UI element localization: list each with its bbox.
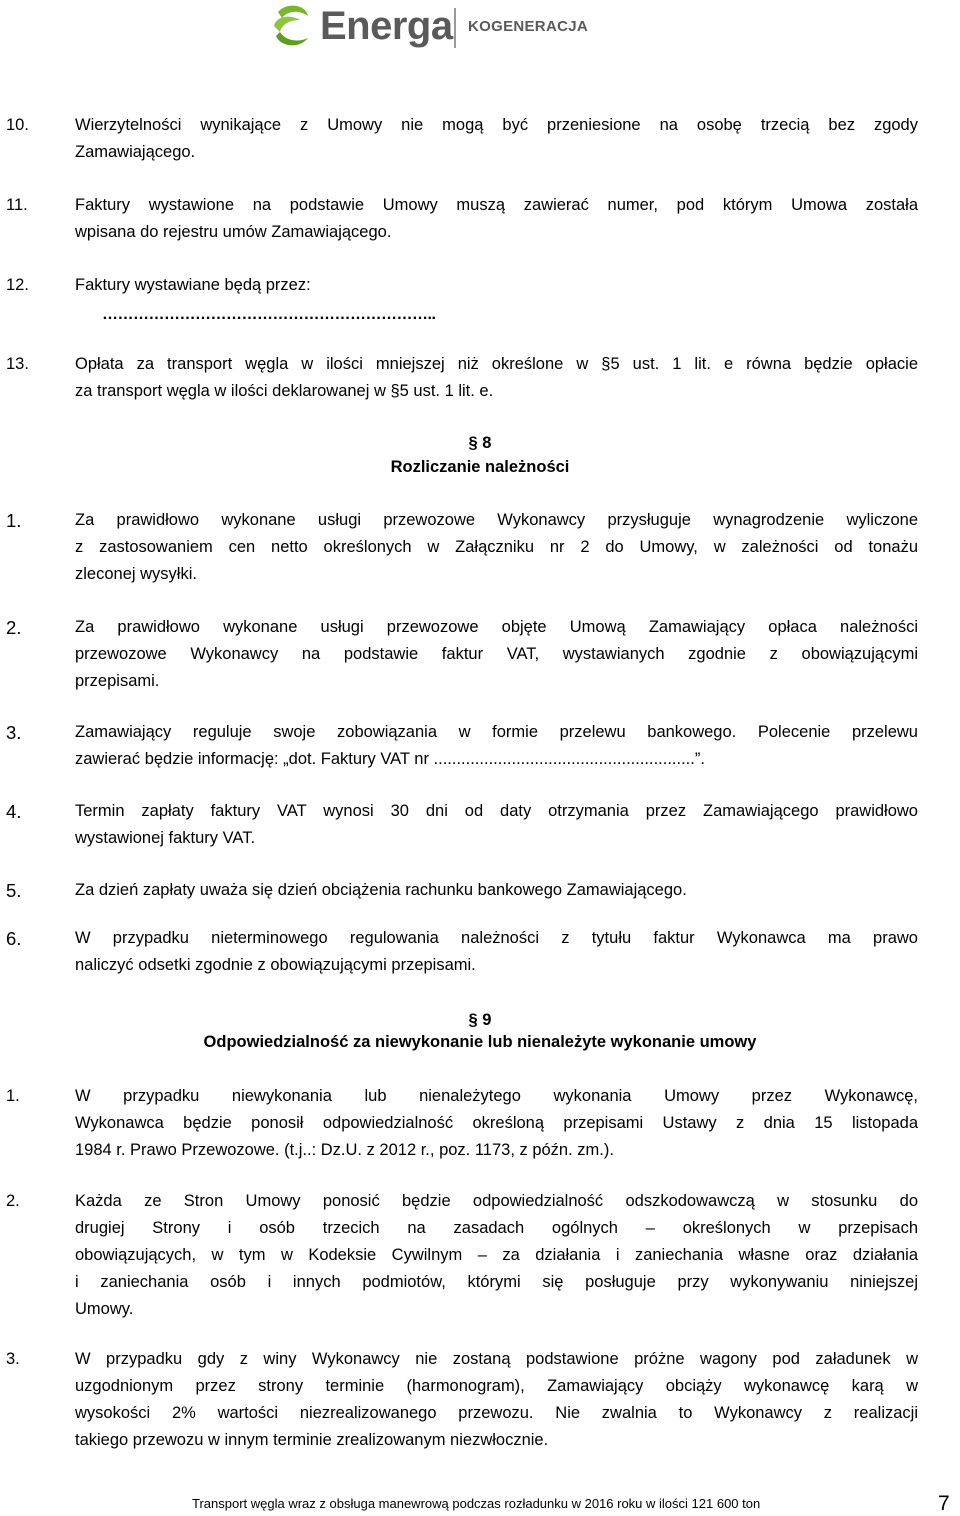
text-line: Zamawiającego. [75,143,196,161]
item-text [75,507,918,588]
text-line: Wierzytelności wynikające z Umowy nie mogą być przeniesione na osobę trzecią bez zgody [75,116,918,134]
item-text [75,351,918,405]
section-title: Odpowiedzialność za niewykonanie lub nienależyte wykonanie umowy [203,1033,757,1051]
text-line: Każda ze Stron Umowy ponosić będzie odpowiedzialność odszkodowawczą w stosunku do [75,1192,918,1210]
item-number: 3. [6,1350,20,1368]
text-line: obowiązujących, w tym w Kodeksie Cywilnym – za działania i zaniechania własne oraz działania [75,1246,918,1264]
item-text [75,877,918,904]
text-line: zawierać będzie informację: „dot. Faktury VAT nr .........................................................”. [75,750,705,768]
item-text [75,1188,918,1323]
text-line: zleconej wysyłki. [75,565,197,583]
item-number: 2. [6,617,22,638]
text-line: naliczyć odsetki zgodnie z obowiązującymi przepisami. [75,956,476,974]
energa-logo [270,2,590,54]
text-line: Za prawidłowo wykonane usługi przewozowe Wykonawcy przysługuje wynagrodzenie wyliczone [75,511,918,529]
item-text [75,1083,918,1164]
item-number: 1. [6,510,22,531]
energa-logo-icon [270,2,314,50]
text-line: wpisana do rejestru umów Zamawiającego. [75,223,392,241]
section-title: Rozliczanie należności [390,458,570,476]
item-number: 3. [6,722,22,743]
logo-separator [454,8,456,48]
item-text [75,614,918,695]
text-line: Za dzień zapłaty uważa się dzień obciążenia rachunku bankowego Zamawiającego. [75,881,687,899]
text-line: z zastosowaniem cen netto określonych w Załączniku nr 2 do Umowy, w zależności od tonażu [75,538,918,556]
item-text [75,719,918,773]
text-line: Umowy. [75,1300,134,1318]
text-line: Zamawiający reguluje swoje zobowiązania w formie przelewu bankowego. Polecenie przelewu [75,723,918,741]
footer-text: Transport węgla wraz z obsługa manewrową podczas rozładunku w 2016 roku w ilości 121 600 ton [192,1496,761,1511]
item-text [75,798,918,852]
text-line: drugiej Strony i osób trzecich na zasadach ogólnych – określonych w przepisach [75,1219,918,1237]
text-line: 1984 r. Prawo Przewozowe. (t.j..: Dz.U. z 2012 r., poz. 1173, z późn. zm.). [75,1141,614,1159]
item-number: 10. [6,116,29,134]
text-line: W przypadku gdy z winy Wykonawcy nie zostaną podstawione próżne wagony pod załadunek w [75,1350,918,1368]
item-text [75,1346,918,1454]
text-line: Termin zapłaty faktury VAT wynosi 30 dni od daty otrzymania przez Zamawiającego prawidłowo [75,802,918,820]
text-line: i zaniechania osób i innych podmiotów, którymi się posługuje przy wykonywaniu niniejszej [75,1273,918,1291]
text-line: przewozowe Wykonawcy na podstawie faktur VAT, wystawianych zgodnie z obowiązującymi [75,645,918,663]
fill-in-dots: ……………………………………………………….. [102,306,436,323]
item-number: 13. [6,355,29,373]
text-line: wysokości 2% wartości niezrealizowanego przewozu. Nie zwalnia to Wykonawcy z realizacji [75,1404,918,1422]
item-number: 12. [6,276,29,294]
text-line: Za prawidłowo wykonane usługi przewozowe objęte Umową Zamawiający opłaca należności [75,618,918,636]
text-line: takiego przewozu w innym terminie zrealizowanym niezwłocznie. [75,1431,549,1449]
section-symbol: § 9 [468,1011,492,1029]
text-line: przepisami. [75,672,160,690]
text-line: W przypadku nieterminowego regulowania należności z tytułu faktur Wykonawca ma prawo [75,929,918,947]
text-line: Wykonawca będzie ponosił odpowiedzialność określoną przepisami Ustawy z dnia 15 listopada [75,1114,918,1132]
item-text [75,112,918,166]
item-text [75,925,918,979]
page-number: 7 [938,1492,950,1515]
logo-wordmark: Energa [320,4,453,48]
item-number: 1. [6,1087,20,1105]
page-footer [0,1492,960,1515]
item-number: 2. [6,1192,20,1210]
text-line: Opłata za transport węgla w ilości mniejszej niż określone w §5 ust. 1 lit. e równa będzie opłacie [75,355,918,373]
item-text [75,192,918,246]
text-line: W przypadku niewykonania lub nienależytego wykonania Umowy przez Wykonawcę, [75,1087,918,1105]
item-number: 11. [6,196,28,214]
text-line: wystawionej faktury VAT. [75,829,256,847]
item-number: 6. [6,928,22,949]
text-line: za transport węgla w ilości deklarowanej w §5 ust. 1 lit. e. [75,382,494,400]
logo-subtitle: KOGENERACJA [468,18,588,35]
text-line: Faktury wystawione na podstawie Umowy muszą zawierać numer, pod którym Umowa została [75,196,918,214]
text-line: Faktury wystawiane będą przez: [75,276,311,294]
item-number: 4. [6,801,22,822]
item-text [75,272,918,299]
section-symbol: § 8 [468,434,492,452]
text-line: uzgodnionym przez strony terminie (harmonogram), Zamawiający obciąży wykonawcę karą w [75,1377,918,1395]
item-number: 5. [6,880,22,901]
